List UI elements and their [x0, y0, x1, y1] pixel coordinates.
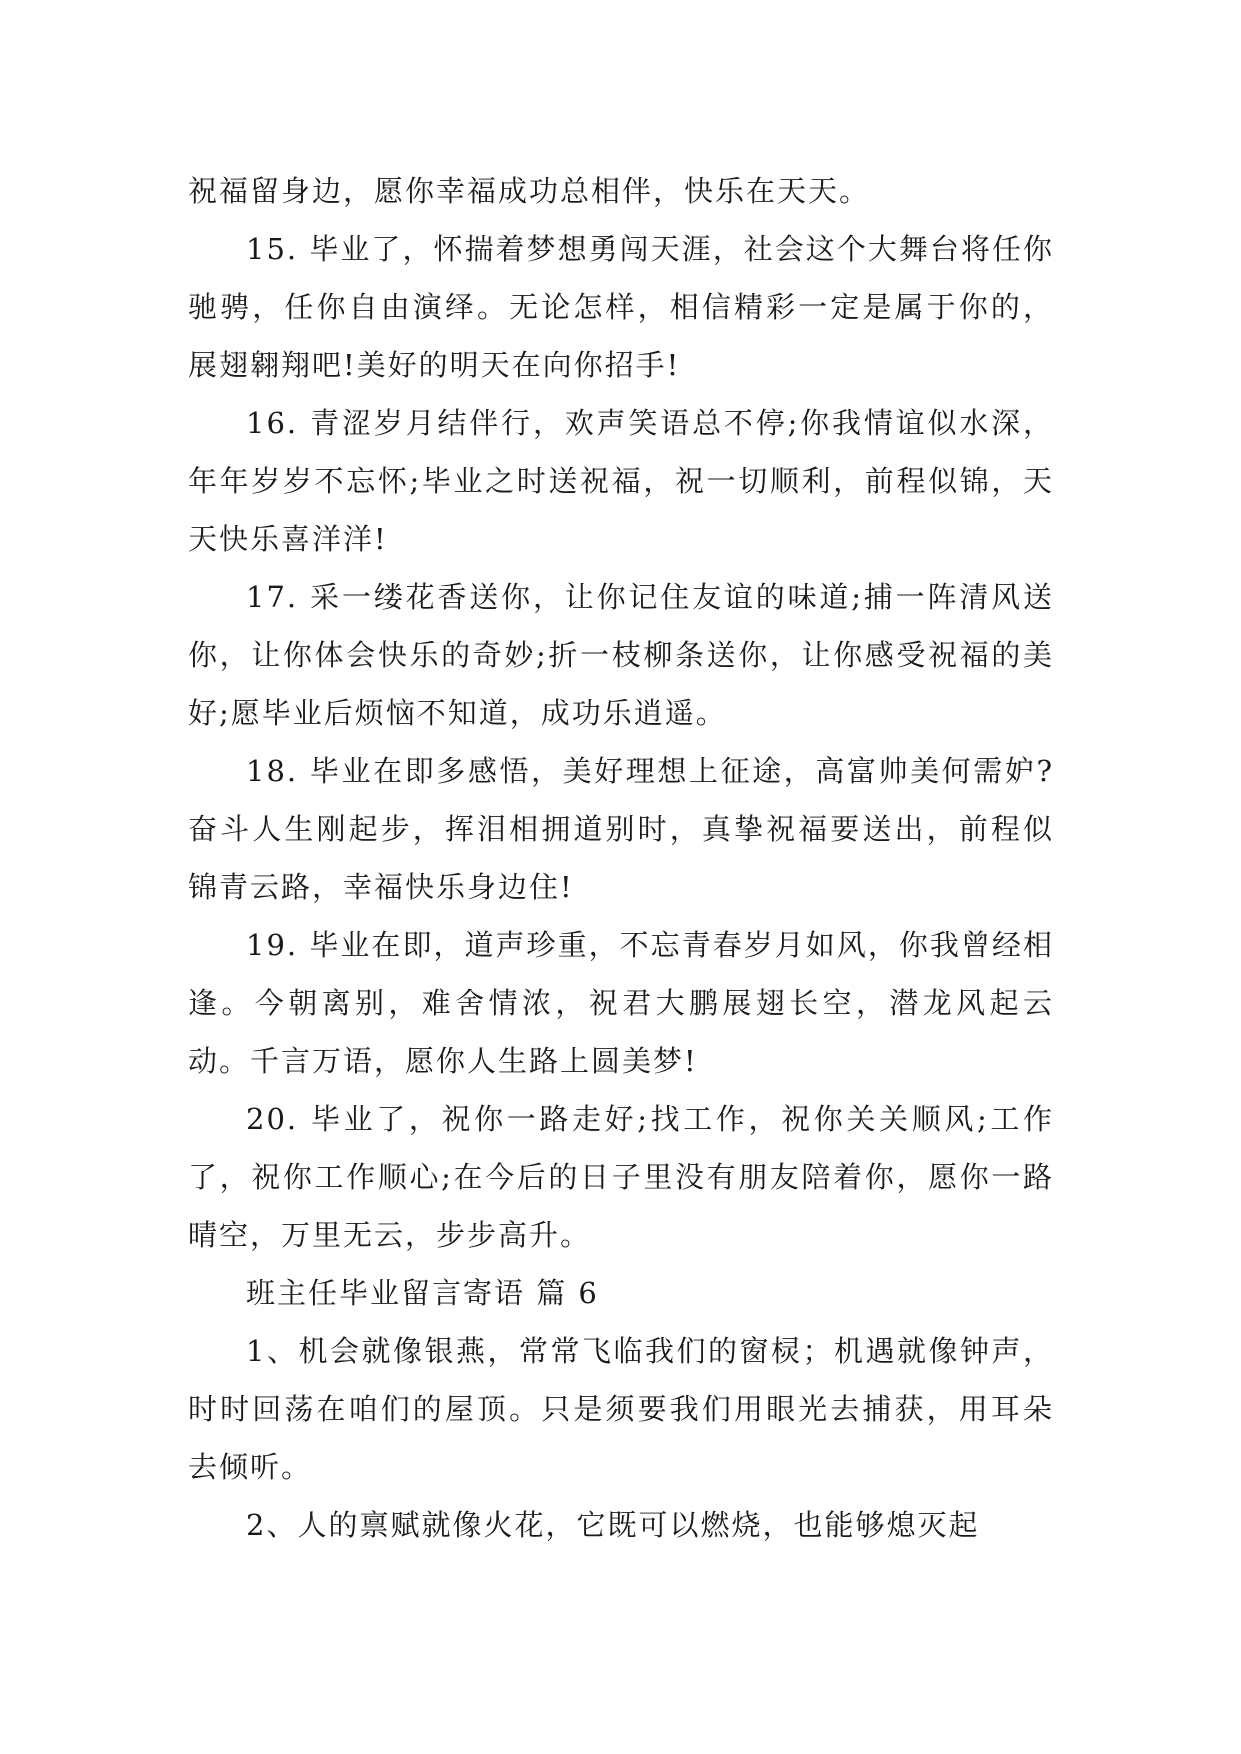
section-paragraph-1: 1、机会就像银燕，常常飞临我们的窗棂；机遇就像钟声，时时回荡在咱们的屋顶。只是须要我们用眼光去捕获，用耳朵去倾听。 — [188, 1334, 1054, 1484]
paragraph-continuation: 祝福留身边，愿你幸福成功总相伴，快乐在天天。 — [188, 174, 871, 208]
paragraph-item-20: 20. 毕业了，祝你一路走好;找工作，祝你关关顺风;工作了，祝你工作顺心;在今后的日子里没有朋友陪着你，愿你一路晴空，万里无云，步步高升。 — [188, 1102, 1054, 1252]
section-heading: 班主任毕业留言寄语 篇 6 — [246, 1276, 599, 1310]
paragraph-item-19: 19. 毕业在即，道声珍重，不忘青春岁月如风，你我曾经相逢。今朝离别，难舍情浓，祝君大鹏展翅长空，潜龙风起云动。千言万语，愿你人生路上圆美梦! — [188, 928, 1054, 1078]
paragraph-item-17: 17. 采一缕花香送你，让你记住友谊的味道;捕一阵清风送你，让你体会快乐的奇妙;折一枝柳条送你，让你感受祝福的美好;愿毕业后烦恼不知道，成功乐逍遥。 — [188, 580, 1054, 730]
paragraph-item-15: 15. 毕业了，怀揣着梦想勇闯天涯，社会这个大舞台将任你驰骋，任你自由演绎。无论怎样，相信精彩一定是属于你的，展翅翱翔吧!美好的明天在向你招手! — [188, 232, 1054, 382]
paragraph-item-18: 18. 毕业在即多感悟，美好理想上征途，高富帅美何需妒?奋斗人生刚起步，挥泪相拥道别时，真挚祝福要送出，前程似锦青云路，幸福快乐身边住! — [188, 754, 1054, 904]
paragraph-item-16: 16. 青涩岁月结伴行，欢声笑语总不停;你我情谊似水深，年年岁岁不忘怀;毕业之时送祝福，祝一切顺利，前程似锦，天天快乐喜洋洋! — [188, 406, 1054, 556]
document-body — [188, 162, 1054, 1554]
section-paragraph-2: 2、人的禀赋就像火花，它既可以燃烧，也能够熄灭起 — [246, 1508, 980, 1542]
